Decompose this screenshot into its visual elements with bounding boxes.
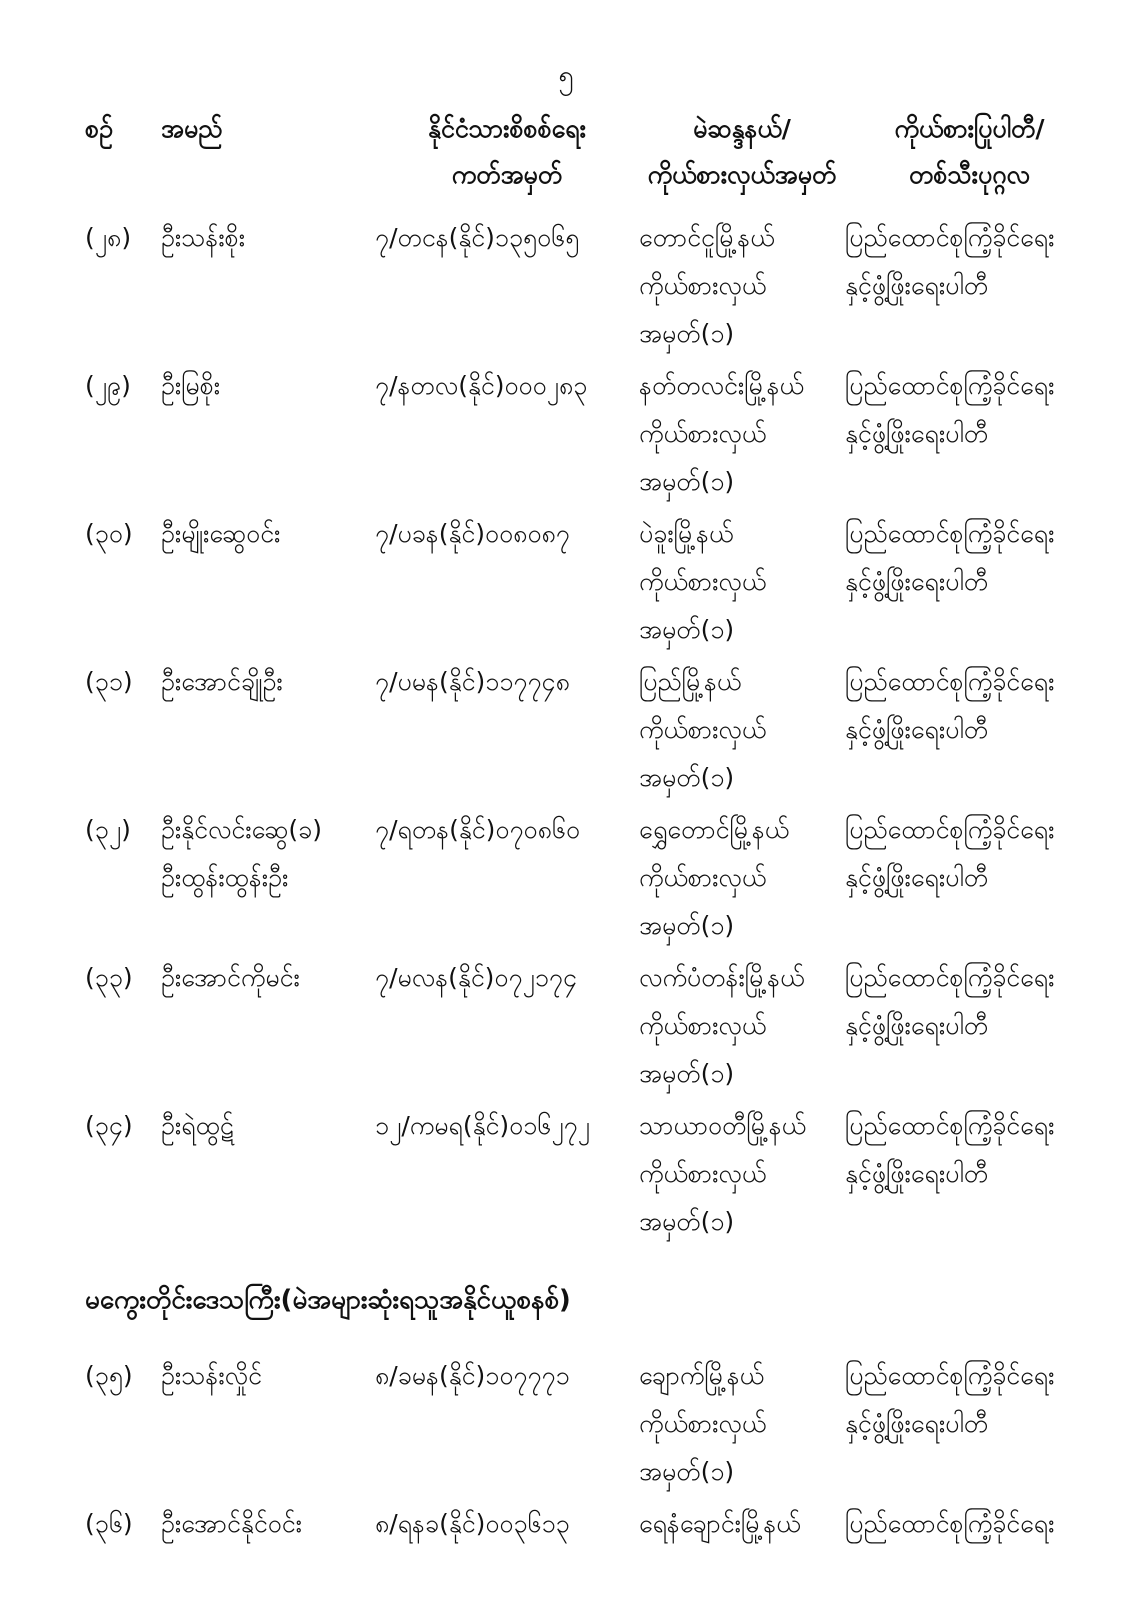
candidate-name	[161, 214, 375, 262]
nrc-number: ၁၂/ကမရ(နိုင်)၀၁၆၂၇၂	[375, 1111, 590, 1140]
row-number: (၃၄)	[85, 1111, 133, 1140]
header-card-line2: ကတ်အမှတ်	[451, 160, 563, 189]
text-line: အမှတ်(၁)	[639, 467, 735, 496]
candidate-name	[161, 510, 375, 558]
candidate-name	[161, 1352, 375, 1400]
text-line: သာယာဝတီမြို့နယ်	[639, 1111, 806, 1140]
text-line: ဦးအောင်ကိုမင်း	[161, 963, 300, 992]
text-line: အမှတ်(၁)	[639, 911, 735, 940]
document-content	[0, 106, 1132, 1548]
text-line: ပြည်ထောင်စုကြံ့ခိုင်ရေး	[845, 1509, 1055, 1538]
row-number: (၂၉)	[85, 371, 131, 400]
constituency	[639, 1500, 845, 1548]
text-line: ပဲခူးမြို့နယ်	[639, 519, 734, 548]
candidate-name	[161, 1102, 375, 1150]
text-line: ဦးသန်းစိုး	[161, 223, 246, 252]
text-line: ပြည်ထောင်စုကြံ့ခိုင်ရေး	[845, 223, 1055, 252]
header-name: အမည်	[161, 114, 223, 143]
nrc-number: ၇/ပမန(နိုင်)၁၁၇၇၄၈	[375, 667, 570, 696]
constituency	[639, 1352, 845, 1496]
row-number: (၂၈)	[85, 223, 132, 252]
text-line: ကိုယ်စားလှယ်	[639, 271, 767, 300]
nrc-number: ၈/ရနခ(နိုင်)၀၀၃၆၁၃	[375, 1509, 570, 1538]
party	[845, 214, 1094, 310]
text-line: ကိုယ်စားလှယ်	[639, 863, 767, 892]
text-line: ကိုယ်စားလှယ်	[639, 1409, 767, 1438]
row-number: (၃၆)	[85, 1509, 133, 1538]
constituency	[639, 214, 845, 358]
text-line: ရွှေတောင်မြို့နယ်	[639, 815, 790, 844]
text-line: အမှတ်(၁)	[639, 1457, 735, 1486]
text-line: ဦးနိုင်လင်းဆွေ(ခ)	[161, 815, 322, 844]
table-row-31	[85, 658, 1094, 802]
text-line: ပြည်ထောင်စုကြံ့ခိုင်ရေး	[845, 1111, 1055, 1140]
candidate-name	[161, 1500, 375, 1548]
text-line: အမှတ်(၁)	[639, 319, 735, 348]
text-line: နှင့်ဖွံ့ဖြိုးရေးပါတီ	[845, 1159, 989, 1188]
text-line: ချောက်မြို့နယ်	[639, 1361, 764, 1390]
text-line: နှင့်ဖွံ့ဖြိုးရေးပါတီ	[845, 1011, 989, 1040]
text-line: ပြည်ထောင်စုကြံ့ခိုင်ရေး	[845, 371, 1055, 400]
row-number: (၃၀)	[85, 519, 133, 548]
text-line: လက်ပံတန်းမြို့နယ်	[639, 963, 805, 992]
header-constituency	[639, 106, 845, 198]
header-party-line1: ကိုယ်စားပြုပါတီ/	[894, 114, 1045, 143]
constituency	[639, 1102, 845, 1246]
text-line: ကိုယ်စားလှယ်	[639, 1011, 767, 1040]
header-no: စဉ်	[85, 114, 113, 143]
text-line: နှင့်ဖွံ့ဖြိုးရေးပါတီ	[845, 419, 989, 448]
text-line: ပြည်ထောင်စုကြံ့ခိုင်ရေး	[845, 1361, 1055, 1390]
text-line: ကိုယ်စားလှယ်	[639, 567, 767, 596]
constituency	[639, 510, 845, 654]
table-row-32	[85, 806, 1094, 950]
text-line: ပြည်ထောင်စုကြံ့ခိုင်ရေး	[845, 815, 1055, 844]
page-number: ၅	[558, 60, 574, 91]
header-constituency-line1: မဲဆန္ဒနယ်/	[693, 114, 791, 143]
text-line: အမှတ်(၁)	[639, 615, 735, 644]
text-line: ပြည်ထောင်စုကြံ့ခိုင်ရေး	[845, 519, 1055, 548]
party	[845, 1500, 1094, 1548]
table-row-36	[85, 1500, 1094, 1548]
row-number: (၃၁)	[85, 667, 133, 696]
table-row-34	[85, 1102, 1094, 1246]
party	[845, 510, 1094, 606]
table-row-33	[85, 954, 1094, 1098]
nrc-number: ၈/ခမန(နိုင်)၁၀၇၇၇၁	[375, 1361, 570, 1390]
text-line: ကိုယ်စားလှယ်	[639, 1159, 767, 1188]
header-card	[375, 106, 639, 198]
candidate-name	[161, 362, 375, 410]
table-row-30	[85, 510, 1094, 654]
nrc-number: ၇/တငန(နိုင်)၁၃၅၀၆၅	[375, 223, 580, 252]
text-line: ဦးရဲထွဋ်	[161, 1111, 234, 1140]
table-row-28	[85, 214, 1094, 358]
nrc-number: ၇/ပခန(နိုင်)၀၀၈၀၈၇	[375, 519, 570, 548]
constituency	[639, 362, 845, 506]
text-line: ပြည်ထောင်စုကြံ့ခိုင်ရေး	[845, 963, 1055, 992]
text-line: နှင့်ဖွံ့ဖြိုးရေးပါတီ	[845, 1409, 989, 1438]
candidate-name	[161, 806, 375, 902]
text-line: ပြည်ထောင်စုကြံ့ခိုင်ရေး	[845, 667, 1055, 696]
constituency	[639, 806, 845, 950]
text-line: ဦးအောင်နိုင်ဝင်း	[161, 1509, 302, 1538]
party	[845, 806, 1094, 902]
table-row-35	[85, 1352, 1094, 1496]
text-line: နှင့်ဖွံ့ဖြိုးရေးပါတီ	[845, 715, 989, 744]
party	[845, 954, 1094, 1050]
table-row-29	[85, 362, 1094, 506]
text-line: ဦးထွန်းထွန်းဦး	[161, 863, 289, 892]
header-party-line2: တစ်သီးပုဂ္ဂလ	[909, 160, 1030, 189]
candidate-name	[161, 658, 375, 706]
constituency	[639, 954, 845, 1098]
text-line: ပြည်မြို့နယ်	[639, 667, 742, 696]
text-line: ကိုယ်စားလှယ်	[639, 715, 767, 744]
text-line: အမှတ်(၁)	[639, 1207, 735, 1236]
nrc-number: ၇/နတလ(နိုင်)၀၀၀၂၈၃	[375, 371, 588, 400]
constituency	[639, 658, 845, 802]
text-line: အမှတ်(၁)	[639, 763, 735, 792]
table-header	[85, 106, 1094, 198]
party	[845, 1102, 1094, 1198]
text-line: နှင့်ဖွံ့ဖြိုးရေးပါတီ	[845, 863, 989, 892]
header-card-line1: နိုင်ငံသားစိစစ်ရေး	[428, 114, 586, 143]
section-title-magway-region: မကွေးတိုင်းဒေသကြီး(မဲအများဆုံးရသူအနိုင်ယူစနစ်)	[85, 1285, 571, 1315]
text-line: ဦးမြစိုး	[161, 371, 221, 400]
party	[845, 1352, 1094, 1448]
text-line: အမှတ်(၁)	[639, 1059, 735, 1088]
text-line: ဦးသန်းလှိုင်	[161, 1361, 262, 1390]
header-party	[845, 106, 1094, 198]
text-line: ဦးအောင်ချိုဦး	[161, 667, 283, 696]
nrc-number: ၇/ရတန(နိုင်)၀၇၀၈၆၀	[375, 815, 581, 844]
nrc-number: ၇/မလန(နိုင်)၀၇၂၁၇၄	[375, 963, 578, 992]
candidate-name	[161, 954, 375, 1002]
text-line: နတ်တလင်းမြို့နယ်	[639, 371, 804, 400]
party	[845, 362, 1094, 458]
header-constituency-line2: ကိုယ်စားလှယ်အမှတ်	[647, 160, 837, 189]
text-line: ဦးမျိုးဆွေဝင်း	[161, 519, 281, 548]
row-number: (၃၅)	[85, 1361, 133, 1390]
row-number: (၃၂)	[85, 815, 131, 844]
party	[845, 658, 1094, 754]
text-line: ကိုယ်စားလှယ်	[639, 419, 767, 448]
text-line: နှင့်ဖွံ့ဖြိုးရေးပါတီ	[845, 567, 989, 596]
text-line: ရေနံချောင်းမြို့နယ်	[639, 1509, 801, 1538]
row-number: (၃၃)	[85, 963, 133, 992]
text-line: တောင်ငူမြို့နယ်	[639, 223, 775, 252]
text-line: နှင့်ဖွံ့ဖြိုးရေးပါတီ	[845, 271, 989, 300]
